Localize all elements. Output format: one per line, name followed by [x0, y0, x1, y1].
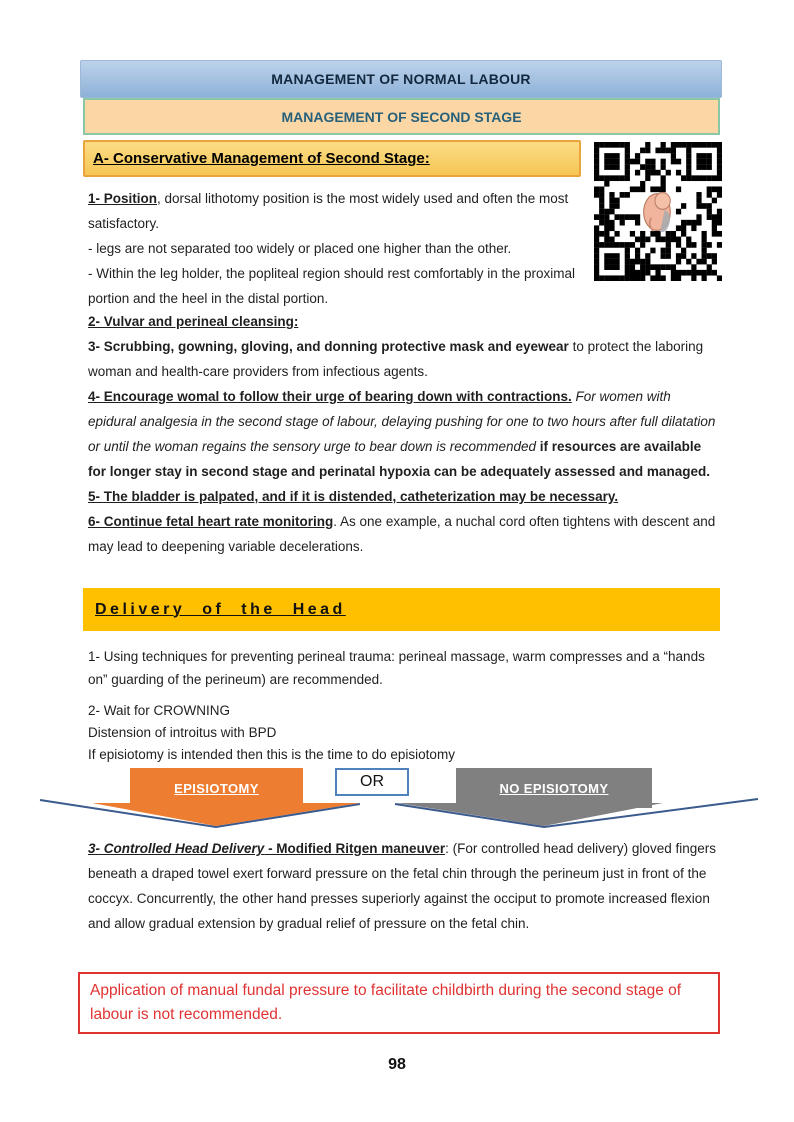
- paragraph-position: [88, 186, 603, 311]
- crowning-line1: 2- Wait for CROWNING: [88, 703, 231, 718]
- section-a-title: A- Conservative Management of Second Stage:: [93, 150, 430, 167]
- cleansing-item: 2- Vulvar and perineal cleansing:: [88, 314, 299, 329]
- position-label: 1- Position: [88, 191, 158, 206]
- fhr-rest: . As one example, a nuchal cord often tightens with descent and may lead to deepening variable decelerations.: [88, 514, 716, 554]
- position-text: , dorsal lithotomy position is the most widely used and often the most satisfactory.: [88, 191, 569, 231]
- crowning-line2: Distension of introitus with BPD: [88, 725, 277, 740]
- bladder-item: 5- The bladder is palpated, and if it is distended, catheterization may be necessary.: [88, 489, 619, 504]
- main-title: MANAGEMENT OF NORMAL LABOUR: [271, 71, 531, 87]
- no-episiotomy-arrow: [456, 768, 652, 808]
- warning-text: Application of manual fundal pressure to facilitate childbirth during the second stage of labour is not recommended.: [90, 982, 682, 1023]
- paragraph-ritgen: [88, 836, 718, 936]
- scrubbing-bold: 3- Scrubbing, gowning, gloving, and donning protective mask and eyewear: [88, 339, 569, 354]
- position-sub2: - Within the leg holder, the popliteal region should rest comfortably in the proximal portion and the heel in the distal portion.: [88, 266, 576, 306]
- section-a-box: [83, 140, 581, 177]
- main-title-bar: [80, 60, 722, 98]
- encourage-bold: if resources are available for longer stay in second stage and perinatal hypoxia can be adequately assessed and managed.: [88, 439, 710, 479]
- episiotomy-arrow: [130, 768, 303, 808]
- scrubbing-rest: to protect the laboring woman and health-care providers from infectious agents.: [88, 339, 704, 379]
- or-box: [335, 768, 409, 796]
- second-stage-title: MANAGEMENT OF SECOND STAGE: [281, 108, 522, 125]
- encourage-underline: 4- Encourage womal to follow their urge of bearing down with contractions.: [88, 389, 572, 404]
- banner-delivery-head: [83, 588, 720, 631]
- encourage-italic: For women with epidural analgesia in the second stage of labour, delaying pushing for one to two hours after full dilatation or until the woman regains the sensory urge to bear down is recommended: [88, 389, 716, 454]
- fhr-underline: 6- Continue fetal heart rate monitoring: [88, 514, 334, 529]
- no-episiotomy-label: NO EPISIOTOMY: [499, 780, 609, 796]
- delivery-banner-title: Delivery of the Head: [95, 600, 346, 618]
- page-number: 98: [388, 1056, 406, 1073]
- perineal-text: 1- Using techniques for preventing perineal trauma: perineal massage, warm compresses and a “hands on” guarding of the perineum) are recommended.: [88, 649, 705, 687]
- episiotomy-label: EPISIOTOMY: [174, 780, 259, 796]
- second-stage-bar: [83, 98, 720, 135]
- qr-code: [594, 142, 722, 281]
- page-footer: [0, 1056, 794, 1074]
- ritgen-title-italic: 3- Controlled Head Delivery: [88, 841, 265, 856]
- warning-box: [78, 972, 720, 1034]
- ritgen-text: : (For controlled head delivery) gloved fingers beneath a draped towel exert forward pressure on the fetal chin through the perineum just in front of the coccyx. Concurrently, the other hand presses superiorly against the occiput to promote increased flexion and allow gradual extension by gradual relief of pressure on the fetal chin.: [88, 841, 716, 931]
- position-sub1: - legs are not separated too widely or placed one higher than the other.: [88, 241, 512, 256]
- fetus-icon: [644, 193, 671, 233]
- ritgen-title-bold: - Modified Ritgen maneuver: [264, 841, 446, 856]
- paragraph-perineal: [88, 645, 721, 691]
- crowning-line3: If episiotomy is intended then this is the time to do episiotomy: [88, 747, 455, 762]
- or-label: OR: [360, 773, 384, 790]
- conservative-items: [88, 309, 721, 559]
- paragraph-crowning: [88, 700, 721, 766]
